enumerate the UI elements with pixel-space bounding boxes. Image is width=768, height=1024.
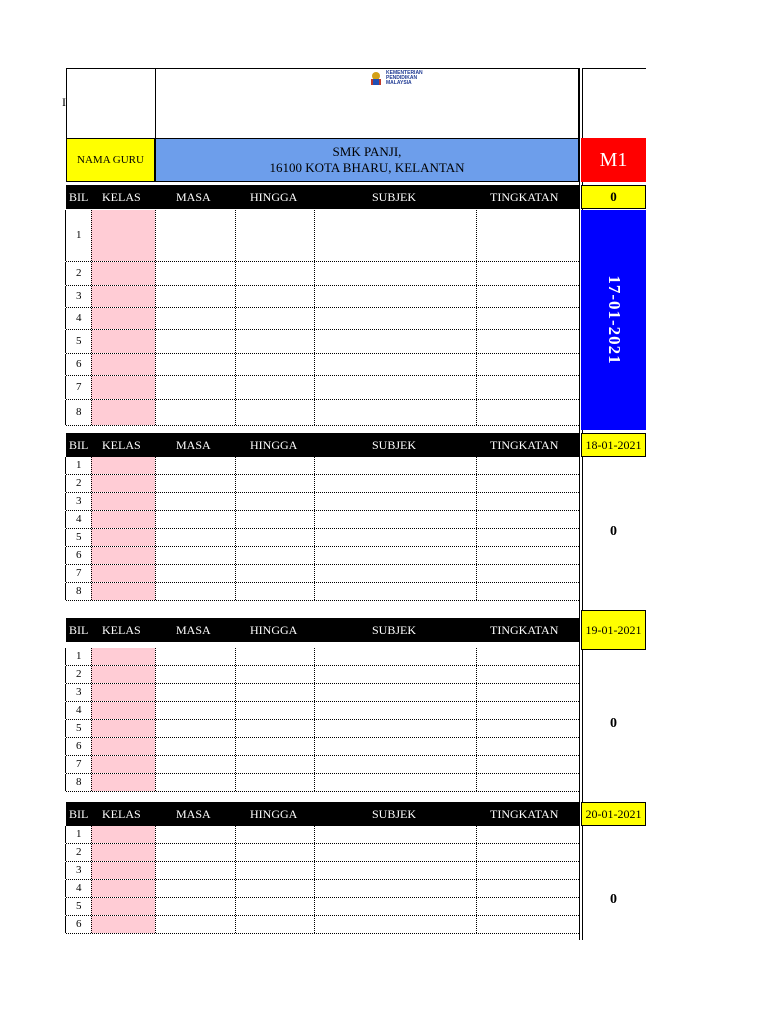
kelas-cell[interactable] [91,330,155,353]
top-frame [66,68,579,138]
kelas-cell[interactable] [91,376,155,399]
date-vertical: 17-01-2021 [581,210,646,430]
row-number: 1 [76,650,82,662]
kelas-cell[interactable] [91,493,155,510]
table-header: BIL KELAS MASA HINGGA SUBJEK TINGKATAN [66,802,579,826]
kelas-cell[interactable] [91,565,155,582]
table-row [66,898,579,916]
kelas-cell[interactable] [91,720,155,737]
row-number: 3 [76,864,82,876]
left-mark: I [62,95,66,109]
table-row [66,511,579,529]
kelas-cell[interactable] [91,666,155,683]
kelas-cell[interactable] [91,684,155,701]
row-number: 8 [76,585,82,597]
date-cell: 20-01-2021 [581,802,646,826]
kelas-cell[interactable] [91,826,155,843]
table-row [66,702,579,720]
table-row [66,547,579,565]
kelas-cell[interactable] [91,400,155,425]
kelas-cell[interactable] [91,262,155,285]
kelas-cell[interactable] [91,702,155,719]
row-number: 1 [76,229,82,241]
table-header: BIL KELAS MASA HINGGA SUBJEK TINGKATAN [66,433,579,457]
day-total: 0 [610,716,617,731]
table-row [66,475,579,493]
school-line1: SMK PANJI, [332,144,402,159]
table-row [66,565,579,583]
crest-icon [368,70,384,86]
table-row [66,286,579,308]
row-number: 1 [76,828,82,840]
school-name [155,138,579,182]
kelas-cell[interactable] [91,844,155,861]
row-number: 4 [76,704,82,716]
kelas-cell[interactable] [91,210,155,261]
day-total: 0 [610,892,617,907]
row-number: 3 [76,290,82,302]
table-row [66,354,579,376]
table-row [66,774,579,792]
table-row [66,330,579,354]
kelas-cell[interactable] [91,475,155,492]
table-row [66,376,579,400]
kelas-cell[interactable] [91,862,155,879]
table-row [66,400,579,426]
kelas-cell[interactable] [91,511,155,528]
date-cell: 18-01-2021 [581,433,646,457]
row-number: 3 [76,495,82,507]
kelas-cell[interactable] [91,457,155,474]
table-row [66,880,579,898]
logo-text: KEMENTERIAN PENDIDIKAN MALAYSIA [386,70,423,86]
table-row [66,684,579,702]
table-row [66,844,579,862]
kelas-cell[interactable] [91,738,155,755]
table-row [66,648,579,666]
table-row [66,756,579,774]
table-row [66,916,579,934]
kelas-cell[interactable] [91,308,155,329]
table-row [66,738,579,756]
table-header: BIL KELAS MASA HINGGA SUBJEK TINGKATAN [66,618,579,642]
table-row [66,308,579,330]
row-number: 5 [76,722,82,734]
kelas-cell[interactable] [91,880,155,897]
table-row [66,493,579,511]
row-number: 2 [76,477,82,489]
row-number: 6 [76,549,82,561]
kelas-cell[interactable] [91,648,155,665]
nama-guru-label: NAMA GURU [66,138,155,182]
table-row [66,583,579,601]
row-number: 6 [76,740,82,752]
row-number: 1 [76,459,82,471]
ministry-logo [362,68,442,90]
kelas-cell[interactable] [91,354,155,375]
row-number: 4 [76,513,82,525]
row-number: 7 [76,567,82,579]
row-number: 6 [76,918,82,930]
row-number: 5 [76,531,82,543]
kelas-cell[interactable] [91,756,155,773]
kelas-cell[interactable] [91,286,155,307]
code-badge: M1 [581,138,646,182]
kelas-cell[interactable] [91,916,155,933]
row-number: 4 [76,882,82,894]
kelas-cell[interactable] [91,529,155,546]
table-row [66,529,579,547]
date-cell: 19-01-2021 [581,610,646,650]
row-number: 8 [76,406,82,418]
table-header: BIL KELAS MASA HINGGA SUBJEK TINGKATAN [66,185,579,209]
kelas-cell[interactable] [91,774,155,791]
table-row [66,666,579,684]
kelas-cell[interactable] [91,583,155,600]
row-number: 7 [76,381,82,393]
table-row [66,826,579,844]
kelas-cell[interactable] [91,547,155,564]
row-number: 4 [76,312,82,324]
row-number: 3 [76,686,82,698]
table-row [66,720,579,738]
table-row [66,262,579,286]
school-line2: 16100 KOTA BHARU, KELANTAN [269,160,465,175]
kelas-cell[interactable] [91,898,155,915]
row-number: 5 [76,900,82,912]
table-row [66,210,579,262]
side-value: 0 [581,185,646,209]
row-number: 6 [76,358,82,370]
table-row [66,862,579,880]
row-number: 5 [76,335,82,347]
row-number: 2 [76,668,82,680]
row-number: 7 [76,758,82,770]
row-number: 2 [76,846,82,858]
table-row [66,457,579,475]
row-number: 8 [76,776,82,788]
day-total: 0 [610,524,617,539]
row-number: 2 [76,267,82,279]
